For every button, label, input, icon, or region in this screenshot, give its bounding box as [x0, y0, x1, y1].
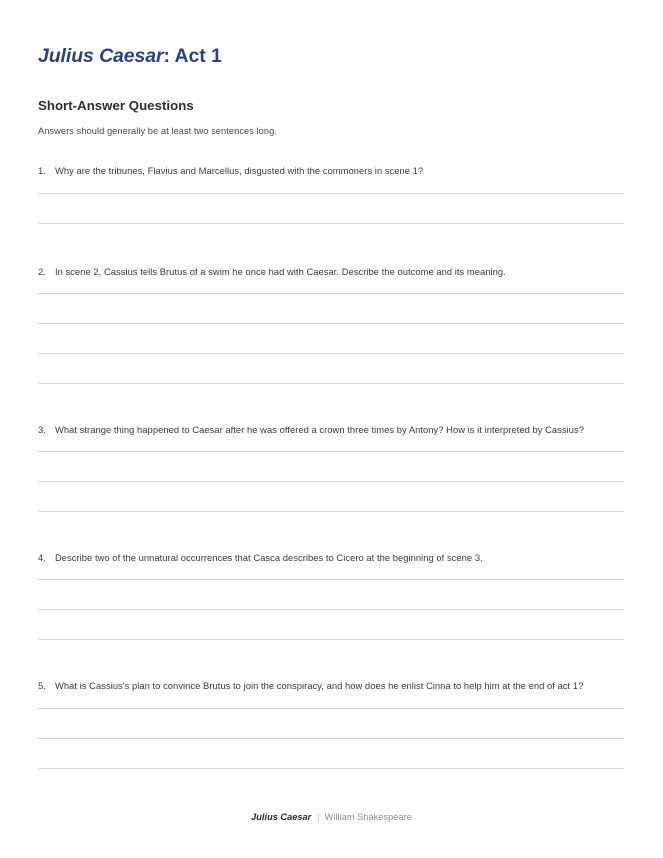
question-text: Why are the tribunes, Flavius and Marcellus, disgusted with the commoners in scene 1?	[55, 165, 424, 177]
answer-lines	[38, 293, 624, 384]
answer-lines	[38, 193, 624, 224]
answer-line[interactable]	[38, 579, 624, 580]
answer-line[interactable]	[38, 481, 624, 482]
question-text: What strange thing happened to Caesar after he was offered a crown three times by Antony? How is it interpreted by Cassius?	[55, 423, 584, 435]
question-number: 1.	[38, 165, 46, 177]
question-number: 5.	[38, 680, 46, 692]
answer-line[interactable]	[38, 353, 624, 354]
question-block	[38, 264, 624, 384]
question-block	[38, 678, 624, 768]
question-row	[38, 550, 624, 565]
question-number: 2.	[38, 265, 46, 277]
question-block	[38, 550, 624, 640]
question-text: What is Cassius's plan to convince Brutus to join the conspiracy, and how does he enlist Cinna to help him at the end of act 1?	[55, 680, 584, 692]
footer-separator: |	[317, 812, 320, 822]
question-spacer	[38, 384, 624, 422]
answer-line[interactable]	[38, 738, 624, 739]
question-row	[38, 422, 624, 437]
question-spacer	[38, 224, 624, 264]
question-number: 4.	[38, 552, 46, 564]
answer-line[interactable]	[38, 708, 624, 709]
footer-work-title: Julius Caesar	[251, 812, 312, 822]
question-row	[38, 678, 624, 693]
question-number: 3.	[38, 423, 46, 435]
section-heading: Short-Answer Questions	[38, 98, 194, 114]
questions-list	[38, 163, 624, 768]
answer-lines	[38, 579, 624, 640]
answer-lines	[38, 708, 624, 769]
question-row	[38, 264, 624, 279]
question-spacer	[38, 640, 624, 678]
answer-line[interactable]	[38, 609, 624, 610]
answer-line[interactable]	[38, 768, 624, 769]
answer-line[interactable]	[38, 323, 624, 324]
page-title	[38, 44, 624, 68]
question-spacer	[38, 512, 624, 550]
answer-lines	[38, 451, 624, 512]
instructions-text: Answers should generally be at least two sentences long.	[38, 126, 277, 137]
page-title-work: Julius Caesar	[38, 45, 164, 67]
question-row	[38, 163, 624, 178]
answer-line[interactable]	[38, 193, 624, 194]
answer-line[interactable]	[38, 293, 624, 294]
answer-line[interactable]	[38, 451, 624, 452]
footer-author: William Shakespeare	[324, 812, 412, 822]
page-title-unit: : Act 1	[163, 45, 222, 67]
question-text: Describe two of the unnatural occurrences that Casca describes to Cicero at the beginning of scene 3.	[55, 552, 483, 564]
page-footer	[0, 812, 663, 822]
question-text: In scene 2, Cassius tells Brutus of a swim he once had with Caesar. Describe the outcome and its meaning.	[55, 265, 506, 277]
question-block	[38, 163, 624, 223]
question-block	[38, 422, 624, 512]
